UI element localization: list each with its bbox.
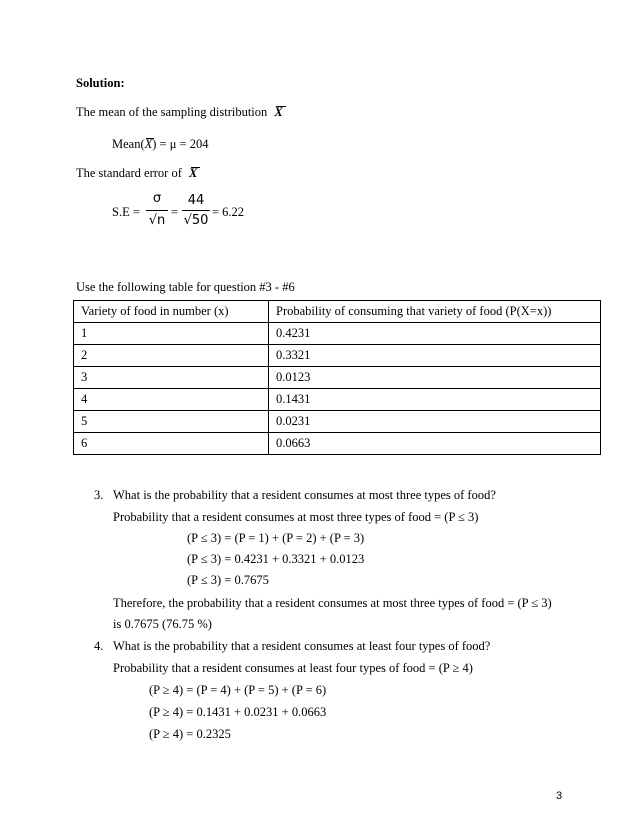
se-equals: = xyxy=(171,205,179,219)
q3-conclusion-line2: is 0.7675 (76.75 %) xyxy=(113,617,212,631)
se-frac-line-2 xyxy=(182,210,210,211)
se-label: S.E = xyxy=(112,205,140,219)
se-denominator: √50 xyxy=(183,213,209,228)
table-cell-prob: 0.1431 xyxy=(269,389,601,411)
table-row xyxy=(74,323,601,345)
q3-question: What is the probability that a resident consumes at most three types of food? xyxy=(113,488,496,502)
table-header-cell: Probability of consuming that variety of food (P(X=x)) xyxy=(269,301,601,323)
q3-eq3: (P ≤ 3) = 0.7675 xyxy=(187,573,269,587)
q4-eq1: (P ≥ 4) = (P = 4) + (P = 5) + (P = 6) xyxy=(149,683,327,697)
q3-number: 3. xyxy=(94,488,104,502)
table-cell-x: 4 xyxy=(74,389,269,411)
table-row xyxy=(74,411,601,433)
probability-table xyxy=(73,300,601,455)
se-result: = 6.22 xyxy=(212,205,245,219)
table-cell-x: 5 xyxy=(74,411,269,433)
mean-eq-xbar: X xyxy=(144,137,153,151)
mean-equation xyxy=(112,137,208,152)
se-intro-text: The standard error of xyxy=(76,166,182,180)
se-intro-line xyxy=(76,166,197,181)
table-cell-prob: 0.3321 xyxy=(269,345,601,367)
xbar-symbol: X xyxy=(274,105,283,119)
se-frac-line-1 xyxy=(146,210,168,211)
table-row xyxy=(74,433,601,455)
solution-heading: Solution: xyxy=(76,76,125,90)
q4-number: 4. xyxy=(94,639,104,653)
table-cell-prob: 0.0231 xyxy=(269,411,601,433)
table-header-row xyxy=(74,301,601,323)
q3-conclusion-line1: Therefore, the probability that a resident consumes at most three types of food = (P ≤ 3) xyxy=(113,596,552,610)
table-cell-prob: 0.0123 xyxy=(269,367,601,389)
table-row xyxy=(74,345,601,367)
table-row xyxy=(74,389,601,411)
mean-intro-line xyxy=(76,105,283,120)
se-sigma: σ xyxy=(152,191,162,206)
table-cell-x: 2 xyxy=(74,345,269,367)
mean-eq-suffix: ) = μ = 204 xyxy=(152,137,209,151)
se-numerator: 44 xyxy=(187,193,205,208)
mean-intro-text: The mean of the sampling distribution xyxy=(76,105,268,119)
table-cell-x: 6 xyxy=(74,433,269,455)
table-cell-prob: 0.0663 xyxy=(269,433,601,455)
q3-line1: Probability that a resident consumes at most three types of food = (P ≤ 3) xyxy=(113,510,479,524)
q4-line1: Probability that a resident consumes at least four types of food = (P ≥ 4) xyxy=(113,661,473,675)
se-xbar-symbol: X xyxy=(188,166,198,180)
page-number: 3 xyxy=(556,790,563,802)
q4-eq3: (P ≥ 4) = 0.2325 xyxy=(149,727,231,741)
table-cell-x: 3 xyxy=(74,367,269,389)
mean-eq-prefix: Mean( xyxy=(112,137,145,151)
table-cell-prob: 0.4231 xyxy=(269,323,601,345)
se-sqrt-n: √n xyxy=(148,213,166,228)
q4-question: What is the probability that a resident consumes at least four types of food? xyxy=(113,639,491,653)
q3-eq2: (P ≤ 3) = 0.4231 + 0.3321 + 0.0123 xyxy=(187,552,365,566)
table-header-cell: Variety of food in number (x) xyxy=(74,301,269,323)
table-intro: Use the following table for question #3 - #6 xyxy=(76,280,295,294)
q3-eq1: (P ≤ 3) = (P = 1) + (P = 2) + (P = 3) xyxy=(187,531,365,545)
table-cell-x: 1 xyxy=(74,323,269,345)
table-row xyxy=(74,367,601,389)
q4-eq2: (P ≥ 4) = 0.1431 + 0.0231 + 0.0663 xyxy=(149,705,327,719)
